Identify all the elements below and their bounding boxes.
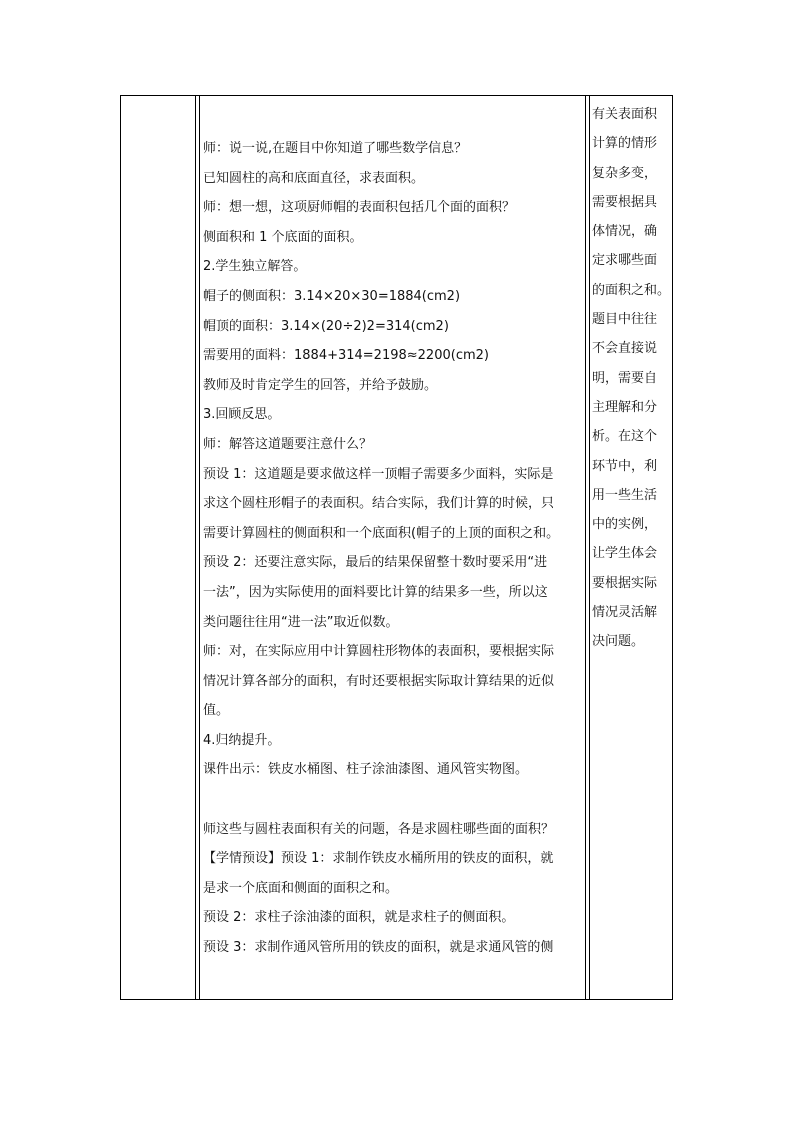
process-line: 一法”，因为实际使用的面料要比计算的结果多一些，所以这 <box>203 584 548 600</box>
design-note-line: 析。在这个 <box>592 429 658 445</box>
process-line: 师：对，在实际应用中计算圆柱形物体的表面积，要根据实际 <box>203 644 555 660</box>
column-divider <box>589 96 590 999</box>
design-note-line: 需要根据具 <box>592 194 658 210</box>
design-note-line: 中的实例， <box>592 517 658 533</box>
design-note-line: 不会直接说 <box>592 341 658 357</box>
process-line: 预设 1：这道题是要求做这样一顶帽子需要多少面料，实际是 <box>203 466 554 482</box>
process-line: 预设 3：求制作通风管所用的铁皮的面积，就是求通风管的侧 <box>203 940 554 956</box>
teaching-process-cell <box>203 134 585 963</box>
process-line: 师：解答这道题要注意什么？ <box>203 436 373 452</box>
design-note-line: 用一些生活 <box>592 487 658 503</box>
design-note-line: 复杂多变， <box>592 165 658 181</box>
process-line: 师：说一说,在题目中你知道了哪些数学信息？ <box>203 141 468 156</box>
design-note-line: 要根据实际 <box>592 575 658 591</box>
process-line: 求这个圆柱形帽子的表面积。结合实际，我们计算的时候，只 <box>203 496 555 512</box>
process-line: 2.学生独立解答。 <box>203 259 307 275</box>
design-note-line: 让学生体会 <box>592 546 658 562</box>
design-note-line: 环节中，利 <box>592 458 658 474</box>
process-line: 预设 2：求柱子涂油漆的面积，就是求柱子的侧面积。 <box>203 910 515 926</box>
column-divider <box>199 96 200 999</box>
process-line: 【学情预设】预设 1：求制作铁皮水桶所用的铁皮的面积，就 <box>203 851 554 867</box>
design-note-line: 计算的情形 <box>592 136 658 152</box>
design-note-line: 题目中往往 <box>592 312 658 328</box>
design-note-line: 的面积之和。 <box>592 282 671 298</box>
design-note-line: 主理解和分 <box>592 399 658 415</box>
process-line: 情况计算各部分的面积，有时还要根据实际取计算结果的近似 <box>203 673 555 689</box>
process-line: 课件出示：铁皮水桶图、柱子涂油漆图、通风管实物图。 <box>203 762 529 778</box>
process-line: 已知圆柱的高和底面直径，求表面积。 <box>203 170 425 186</box>
process-line: 侧面积和 1 个底面的面积。 <box>203 229 363 245</box>
process-line: 帽顶的面积：3.14×(20÷2)2=314(cm2) <box>203 318 449 334</box>
process-line: 师：想一想，这项厨师帽的表面积包括几个面的面积？ <box>203 200 516 216</box>
process-line: 3.回顾反思。 <box>203 407 281 423</box>
process-line: 4.归纳提升。 <box>203 732 281 748</box>
design-intent-cell <box>592 100 674 657</box>
process-line: 需要用的面料：1884+314=2198≈2200(cm2) <box>203 348 489 364</box>
process-line: 值。 <box>203 703 230 719</box>
column-divider <box>195 96 196 999</box>
blank-line <box>203 785 585 815</box>
process-line: 是求一个底面和侧面的面积之和。 <box>203 880 399 896</box>
design-note-line: 定求哪些面 <box>592 253 658 269</box>
process-line: 类问题往往用“进一法”取近似数。 <box>203 614 399 630</box>
process-line: 预设 2：还要注意实际，最后的结果保留整十数时要采用“进 <box>203 555 548 571</box>
process-line: 教师及时肯定学生的回答，并给予鼓励。 <box>203 377 438 393</box>
lesson-plan-table <box>120 95 673 1000</box>
design-note-line: 体情况，确 <box>592 224 658 240</box>
process-line: 帽子的侧面积：3.14×20×30=1884(cm2) <box>203 288 461 304</box>
design-note-line: 明，需要自 <box>592 370 658 386</box>
design-note-line: 有关表面积 <box>592 107 658 122</box>
column-divider <box>585 96 586 999</box>
process-line: 师这些与圆柱表面积有关的问题，各是求圆柱哪些面的面积？ <box>203 821 555 837</box>
design-note-line: 决问题。 <box>592 634 645 650</box>
design-note-line: 情况灵活解 <box>592 605 658 621</box>
process-line: 需要计算圆柱的侧面积和一个底面积(帽子的上顶的面积之和。 <box>203 525 560 541</box>
